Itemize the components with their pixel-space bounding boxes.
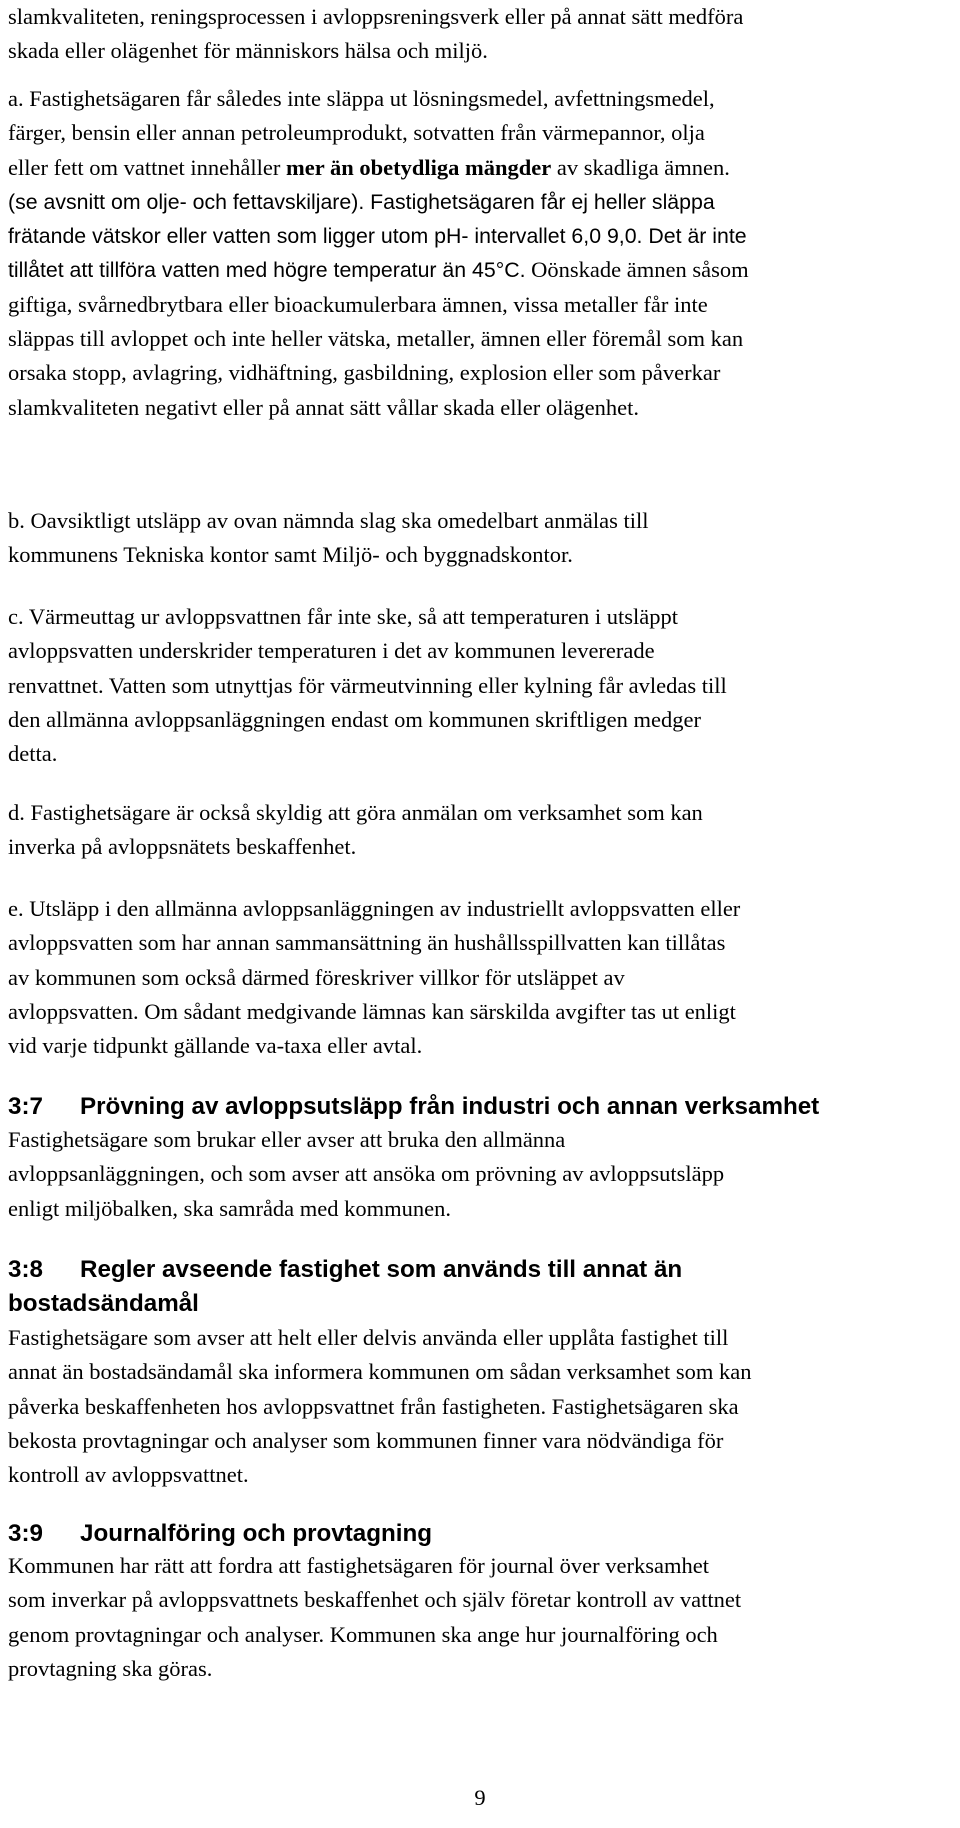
text-line: e. Utsläpp i den allmänna avloppsanläggningen av industriellt avloppsvatten eller [8,896,741,921]
text-line: som inverkar på avloppsvattnets beskaffenhet och själv företar kontroll av vattnet [8,1587,742,1613]
text-line: annat än bostadsändamål ska informera kommunen om sådan verksamhet som kan [8,1359,752,1385]
section-title: Regler avseende fastighet som används till annat än [80,1256,683,1283]
text-line: c. Värmeuttag ur avloppsvattnen får inte ske, så att temperaturen i utsläppt [8,604,678,629]
section-3-9-body [8,1549,952,1686]
text-line: slamkvaliteten, reningsprocessen i avloppsreningsverk eller på annat sätt medföra [8,4,744,29]
text-line: (se avsnitt om olje- och fettavskiljare). Fastighetsägaren får ej heller släppa [8,189,715,214]
text-segment: eller fett om vattnet innehåller [8,154,287,180]
text-line: kommunens Tekniska kontor samt Miljö- och byggnadskontor. [8,542,573,568]
text-line: kontroll av avloppsvattnet. [8,1462,249,1488]
text-line: avloppsvatten som har annan sammansättning än hushållsspillvatten kan tillåtas [8,930,726,956]
item-a-paragraph [8,82,952,425]
text-segment: Oönskade ämnen såsom [525,257,749,283]
text-line: avloppsvatten underskrider temperaturen i det av kommunen levererade [8,638,655,664]
section-heading-3-9 [8,1517,432,1551]
text-line: enligt miljöbalken, ska samråda med kommunen. [8,1195,452,1221]
page-number: 9 [474,1785,486,1810]
text-line: Fastighetsägare som brukar eller avser att bruka den allmänna [8,1127,566,1152]
text-line: Kommunen har rätt att fordra att fastighetsägaren för journal över verksamhet [8,1553,709,1578]
text-line: skada eller olägenhet för människors hälsa och miljö. [8,38,488,64]
section-title: Journalföring och provtagning [80,1520,433,1547]
heading-line: bostadsändamål [8,1290,199,1317]
text-line: renvattnet. Vatten som utnyttjas för värmeutvinning eller kylning får avledas till [8,672,727,698]
section-number: 3:9 [8,1520,43,1547]
text-line [8,253,952,287]
section-number: 3:8 [8,1256,43,1283]
text-line: provtagning ska göras. [8,1655,213,1681]
section-number: 3:7 [8,1093,43,1120]
text-line: inverka på avloppsnätets beskaffenhet. [8,834,357,860]
text-line: påverka beskaffenheten hos avloppsvattnet från fastigheten. Fastighetsägaren ska [8,1393,739,1419]
text-line: den allmänna avloppsanläggningen endast om kommunen skriftligen medger [8,706,701,732]
text-line: d. Fastighetsägare är också skyldig att göra anmälan om verksamhet som kan [8,800,703,825]
text-line: orsaka stopp, avlagring, vidhäftning, gasbildning, explosion eller som påverkar [8,360,721,386]
section-3-7-body [8,1123,952,1226]
text-line: frätande vätskor eller vatten som ligger utom pH- intervallet 6,0 9,0. Det är inte [8,224,747,249]
text-line [8,151,952,185]
section-heading-3-8 [8,1253,682,1321]
text-line: bekosta provtagningar och analyser som kommunen finner vara nödvändiga för [8,1427,724,1453]
text-line: färger, bensin eller annan petroleumprodukt, sotvatten från värmepannor, olja [8,120,705,146]
text-line: giftiga, svårnedbrytbara eller bioackumulerbara ämnen, vissa metaller får inte [8,291,708,317]
text-line: genom provtagningar och analyser. Kommunen ska ange hur journalföring och [8,1621,718,1647]
text-line: detta. [8,741,58,767]
text-line: avloppsvatten. Om sådant medgivande lämnas kan särskilda avgifter tas ut enligt [8,998,736,1024]
heading-line [8,1253,682,1287]
intro-paragraph [8,0,952,69]
item-d-paragraph [8,796,952,865]
text-line: av kommunen som också därmed föreskriver villkor för utsläppet av [8,964,625,990]
text-line: vid varje tidpunkt gällande va-taxa eller avtal. [8,1033,423,1059]
text-line: a. Fastighetsägaren får således inte släppa ut lösningsmedel, avfettningsmedel, [8,86,715,111]
item-e-paragraph [8,892,952,1063]
text-line: slamkvaliteten negativt eller på annat sätt vållar skada eller olägenhet. [8,394,639,420]
item-c-paragraph [8,600,952,771]
text-segment: av skadliga ämnen. [551,154,730,180]
text-line: Fastighetsägare som avser att helt eller delvis använda eller upplåta fastighet till [8,1325,729,1350]
text-segment: tillåtet att tillföra vatten med högre temperatur än 45°C. [8,258,526,283]
bold-phrase: mer än obetydliga mängder [286,154,552,180]
text-line: avloppsanläggningen, och som avser att ansöka om prövning av avloppsutsläpp [8,1161,725,1187]
text-line: släppas till avloppet och inte heller vätska, metaller, ämnen eller föremål som kan [8,326,744,352]
section-3-8-body [8,1321,952,1492]
text-line: b. Oavsiktligt utsläpp av ovan nämnda slag ska omedelbart anmälas till [8,508,649,533]
section-heading-3-7 [8,1090,819,1124]
section-title: Prövning av avloppsutsläpp från industri och annan verksamhet [80,1093,820,1120]
item-b-paragraph [8,504,952,573]
